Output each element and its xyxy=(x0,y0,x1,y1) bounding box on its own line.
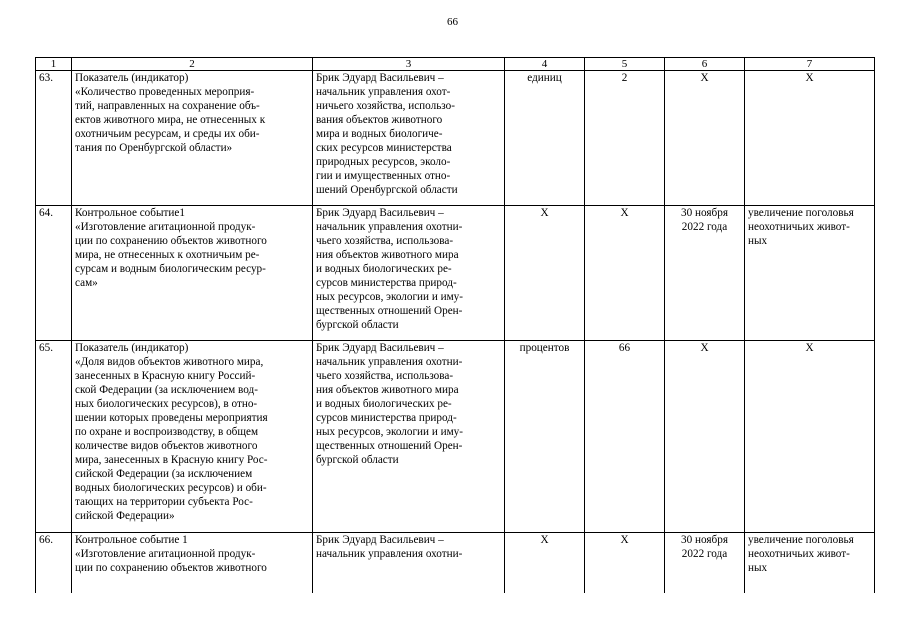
row-responsible-text: Брик Эдуард Васильевич – начальник управления охотни- чьего хозяйства, использова- ния объектов животного мира и водных биологических ре- сурсов министерства природ- ных ресурсов, экологии и иму- щественных отношений Орен- бургской области xyxy=(316,207,463,331)
row-number: 63. xyxy=(36,71,72,206)
table-row xyxy=(36,533,875,594)
row-responsible xyxy=(313,341,505,533)
row-result xyxy=(745,71,875,206)
row-date xyxy=(665,206,745,341)
row-date-text: 30 ноября 2022 года xyxy=(681,534,728,560)
row-unit: Х xyxy=(505,533,585,594)
row-date xyxy=(665,533,745,594)
row-description-text: Показатель (индикатор) «Количество проведенных мероприя- тий, направленных на сохранение объ- ектов животного мира, не отнесенных к охотничьим ресурсам, и среды их оби- тания по Оренбургской области» xyxy=(75,72,266,154)
column-number: 2 xyxy=(72,58,313,71)
column-number: 4 xyxy=(505,58,585,71)
row-result-text: Х xyxy=(805,72,814,84)
row-number: 66. xyxy=(36,533,72,594)
column-number: 6 xyxy=(665,58,745,71)
row-result-text: увеличение поголовья неохотничьих живот- ных xyxy=(748,207,854,247)
column-number: 7 xyxy=(745,58,875,71)
row-description xyxy=(72,71,313,206)
row-description xyxy=(72,206,313,341)
page-number: 66 xyxy=(447,16,458,28)
row-date-text: Х xyxy=(700,72,709,84)
row-result xyxy=(745,533,875,594)
row-value: 66 xyxy=(585,341,665,533)
column-number: 5 xyxy=(585,58,665,71)
row-value: Х xyxy=(585,533,665,594)
row-description-text: Контрольное событие 1 «Изготовление агитационной продук- ции по сохранению объектов животного xyxy=(75,534,267,574)
row-date-text: 30 ноября 2022 года xyxy=(681,207,728,233)
row-result-text: Х xyxy=(805,342,814,354)
row-result xyxy=(745,206,875,341)
row-unit: процентов xyxy=(505,341,585,533)
row-unit: Х xyxy=(505,206,585,341)
row-result xyxy=(745,341,875,533)
column-number-row xyxy=(36,58,875,71)
row-responsible xyxy=(313,533,505,594)
row-date-text: Х xyxy=(700,342,709,354)
row-description-text: Контрольное событие1 «Изготовление агитационной продук- ции по сохранению объектов животного мира, не отнесенных к охотничьим ре- сурсам и водным биологическим ресур- сам» xyxy=(75,207,267,289)
row-responsible-text: Брик Эдуард Васильевич – начальник управления охотни- xyxy=(316,534,463,560)
plan-table xyxy=(35,57,875,593)
table-row xyxy=(36,341,875,533)
row-description xyxy=(72,341,313,533)
row-value: 2 xyxy=(585,71,665,206)
table-row xyxy=(36,206,875,341)
row-date xyxy=(665,71,745,206)
row-number: 65. xyxy=(36,341,72,533)
row-result-text: увеличение поголовья неохотничьих живот- ных xyxy=(748,534,854,574)
row-responsible xyxy=(313,71,505,206)
row-description xyxy=(72,533,313,594)
column-number: 3 xyxy=(313,58,505,71)
row-responsible-text: Брик Эдуард Васильевич – начальник управления охотни- чьего хозяйства, использова- ния объектов животного мира и водных биологических ре- сурсов министерства природ- ных ресурсов, экологии и иму- щественных отношений Орен- бургской области xyxy=(316,342,463,466)
table-row xyxy=(36,71,875,206)
row-description-text: Показатель (индикатор) «Доля видов объектов животного мира, занесенных в Красную книгу Россий- ской Федерации (за исключением вод- ных биологических ресурсов), в отно- шении которых проведены мероприятия по охране и воспроизводству, в общем количестве видов объектов животного мира, занесенных в Красную книгу Рос- сийской Федерации (за исключением водных биологических ресурсов) и оби- тающих на территории субъекта Рос- сийской Федерации» xyxy=(75,342,268,522)
row-number: 64. xyxy=(36,206,72,341)
column-number: 1 xyxy=(36,58,72,71)
row-responsible xyxy=(313,206,505,341)
row-unit: единиц xyxy=(505,71,585,206)
row-value: Х xyxy=(585,206,665,341)
row-responsible-text: Брик Эдуард Васильевич – начальник управления охот- ничьего хозяйства, использо- вания объектов животного мира и водных биологиче- ских ресурсов министерства природных ресурсов, эколо- гии и имущественных отно- шений Оренбургской области xyxy=(316,72,458,196)
row-date xyxy=(665,341,745,533)
